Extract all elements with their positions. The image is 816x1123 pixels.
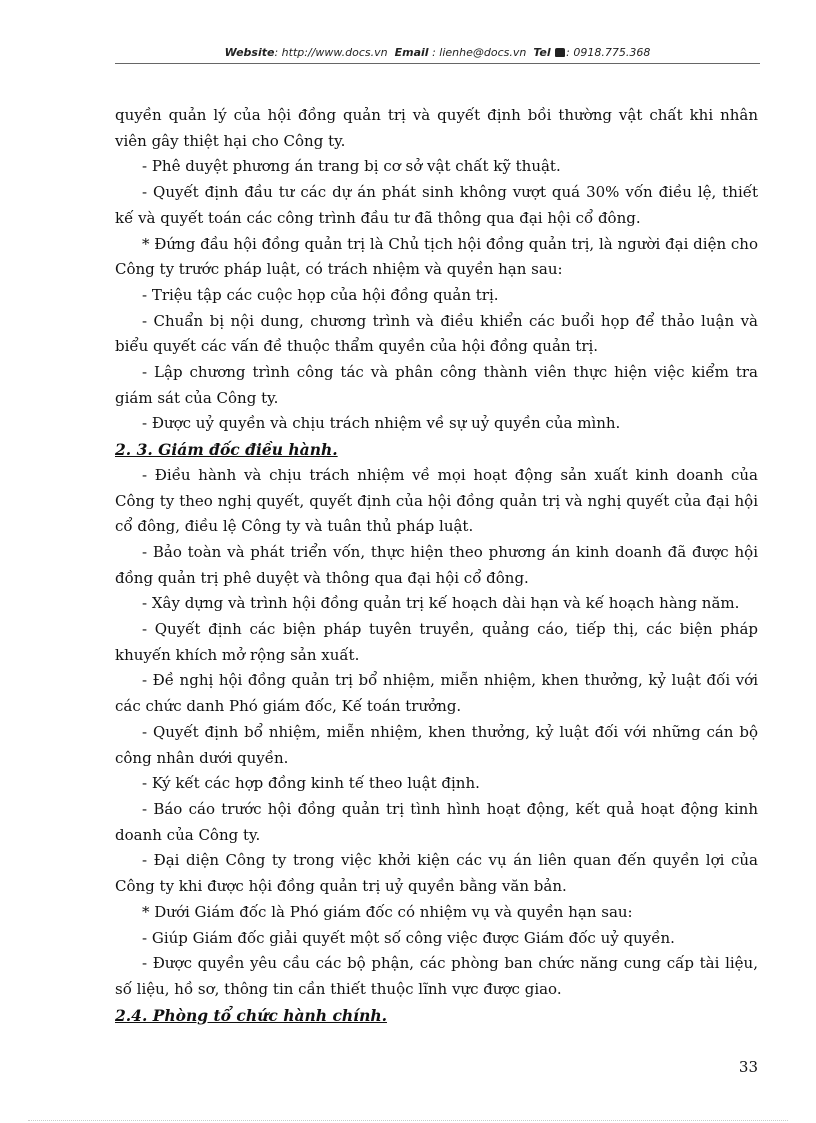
paragraph: quyền quản lý của hội đồng quản trị và quyết định bồi thường vật chất khi nhân viên gây thiệt hại cho Công ty.	[115, 106, 758, 150]
email-value: : lienhe@docs.vn	[432, 46, 527, 59]
paragraph: - Triệu tập các cuộc họp của hội đồng quản trị.	[142, 285, 499, 304]
paragraph: * Dưới Giám đốc là Phó giám đốc có nhiệm vụ và quyền hạn sau:	[142, 902, 633, 921]
paragraph: - Quyết định đầu tư các dự án phát sinh không vượt quá 30% vốn điều lệ, thiết kế và quyết toán các công trình đầu tư đã thông qua đại hội cổ đông.	[115, 183, 758, 227]
paragraph: - Được uỷ quyền và chịu trách nhiệm về sự uỷ quyền của mình.	[142, 414, 621, 433]
email-label: Email	[394, 46, 429, 59]
paragraph: * Đứng đầu hội đồng quản trị là Chủ tịch hội đồng quản trị, là người đại diện cho Công ty trước pháp luật, có trách nhiệm và quyền hạn sau:	[115, 234, 758, 279]
paragraph: - Phê duyệt phương án trang bị cơ sở vật chất kỹ thuật.	[142, 157, 561, 176]
footer-rule	[28, 1120, 788, 1121]
page-header	[115, 46, 760, 64]
paragraph: - Đại diện Công ty trong việc khởi kiện các vụ án liên quan đến quyền lợi của Công ty khi được hội đồng quản trị uỷ quyền bằng văn bản.	[115, 851, 758, 896]
paragraph: - Điều hành và chịu trách nhiệm về mọi hoạt động sản xuất kinh doanh của Công ty theo nghị quyết, quyết định của hội đồng quản trị và nghị quyết của đại hội cổ đông, điều lệ Công ty và tuân thủ pháp luật.	[115, 465, 758, 536]
document-body	[115, 103, 758, 1028]
tel-label: Tel	[533, 46, 551, 59]
section-heading: 2.4. Phòng tổ chức hành chính.	[115, 1005, 388, 1025]
page-number: 33	[738, 1058, 758, 1076]
paragraph: - Quyết định các biện pháp tuyên truyền, quảng cáo, tiếp thị, các biện pháp khuyến khích mở rộng sản xuất.	[115, 620, 758, 664]
paragraph: - Ký kết các hợp đồng kinh tế theo luật định.	[142, 774, 480, 793]
paragraph: - Chuẩn bị nội dung, chương trình và điều khiển các buổi họp để thảo luận và biểu quyết các vấn đề thuộc thẩm quyền của hội đồng quản trị.	[115, 311, 758, 356]
paragraph: - Quyết định bổ nhiệm, miễn nhiệm, khen thưởng, kỷ luật đối với những cán bộ công nhân dưới quyền.	[115, 722, 758, 767]
paragraph: - Giúp Giám đốc giải quyết một số công việc được Giám đốc uỷ quyền.	[142, 928, 675, 947]
paragraph: - Lập chương trình công tác và phân công thành viên thực hiện việc kiểm tra giám sát của Công ty.	[115, 363, 758, 407]
website-value: : http://www.docs.vn	[274, 46, 388, 59]
paragraph: - Báo cáo trước hội đồng quản trị tình hình hoạt động, kết quả hoạt động kinh doanh của Công ty.	[115, 799, 758, 844]
tel-value: : 0918.775.368	[566, 46, 651, 59]
paragraph: - Xây dựng và trình hội đồng quản trị kế hoạch dài hạn và kế hoạch hàng năm.	[142, 594, 740, 613]
paragraph: - Bảo toàn và phát triển vốn, thực hiện theo phương án kinh doanh đã được hội đồng quản trị phê duyệt và thông qua đại hội cổ đông.	[115, 542, 758, 587]
section-heading: 2. 3. Giám đốc điều hành.	[115, 440, 338, 460]
paragraph: - Được quyền yêu cầu các bộ phận, các phòng ban chức năng cung cấp tài liệu, số liệu, hồ sơ, thông tin cần thiết thuộc lĩnh vực được giao.	[115, 954, 758, 998]
phone-icon	[555, 48, 565, 57]
paragraph: - Đề nghị hội đồng quản trị bổ nhiệm, miễn nhiệm, khen thưởng, kỷ luật đối với các chức danh Phó giám đốc, Kế toán trưởng.	[115, 671, 758, 716]
website-label: Website	[224, 46, 275, 59]
